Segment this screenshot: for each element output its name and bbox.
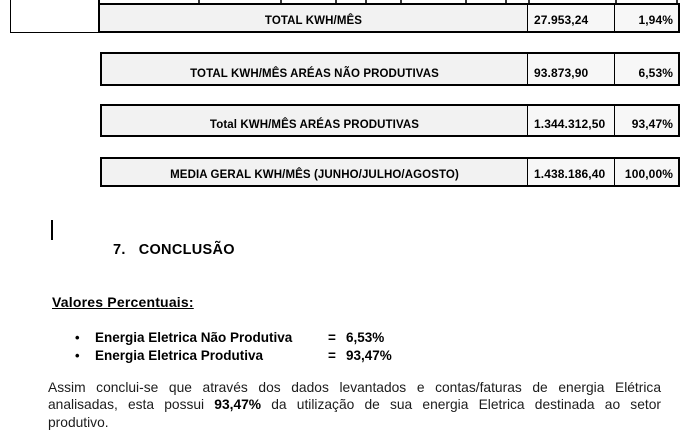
row-value: 93.873,90 [527, 54, 614, 84]
bullet-value: 93,47% [346, 347, 392, 363]
bullet-icon: • [75, 347, 80, 363]
list-item [75, 328, 392, 346]
row-percent: 100,00% [614, 159, 678, 185]
row-value: 27.953,24 [527, 5, 614, 31]
conclusion-paragraph [48, 379, 661, 431]
equals-sign: = [328, 329, 336, 345]
equals-sign: = [328, 347, 336, 363]
row-value: 1.438.186,40 [527, 159, 614, 185]
bold-percent-value: 93,47% [214, 397, 262, 413]
row-value: 1.344.312,50 [527, 106, 614, 135]
paragraph-line [48, 396, 661, 413]
section-title: CONCLUSÃO [138, 242, 235, 258]
total-produtivas-row [100, 104, 680, 137]
paragraph-line: Assim conclui-se que através dos dados levantados e contas/faturas de energia Elétrica [48, 380, 661, 395]
list-item [75, 346, 392, 364]
section-number: 7. [113, 242, 126, 258]
bullet-label: Energia Eletrica Produtiva [95, 347, 264, 363]
cutoff-table-left-cell [10, 0, 100, 33]
paragraph-text: analisadas, esta possui [48, 397, 205, 413]
total-kwh-mes-row [100, 3, 680, 33]
row-percent: 6,53% [614, 54, 678, 84]
row-percent: 1,94% [614, 5, 678, 31]
text-cursor [51, 220, 53, 240]
row-label: Total KWH/MÊS ARÉAS PRODUTIVAS [102, 106, 527, 135]
paragraph-text: da utilização de sua energia Eletrica destinada ao setor [271, 397, 661, 413]
total-nao-produtivas-row [100, 52, 680, 86]
bullet-value: 6,53% [346, 329, 385, 345]
bullet-label: Energia Eletrica Não Produtiva [95, 329, 293, 345]
percent-bullet-list [75, 328, 392, 364]
row-percent: 93,47% [614, 106, 678, 135]
row-label: MEDIA GERAL KWH/MÊS (JUNHO/JULHO/AGOSTO) [102, 159, 527, 185]
valores-percentuais-subheading: Valores Percentuais: [52, 294, 194, 310]
media-geral-row [100, 157, 680, 187]
row-label: TOTAL KWH/MÊS [100, 5, 527, 31]
row-label: TOTAL KWH/MÊS ARÉAS NÃO PRODUTIVAS [102, 54, 527, 84]
bullet-icon: • [75, 329, 80, 345]
section-heading [113, 242, 235, 258]
paragraph-line: produtivo. [48, 414, 109, 430]
